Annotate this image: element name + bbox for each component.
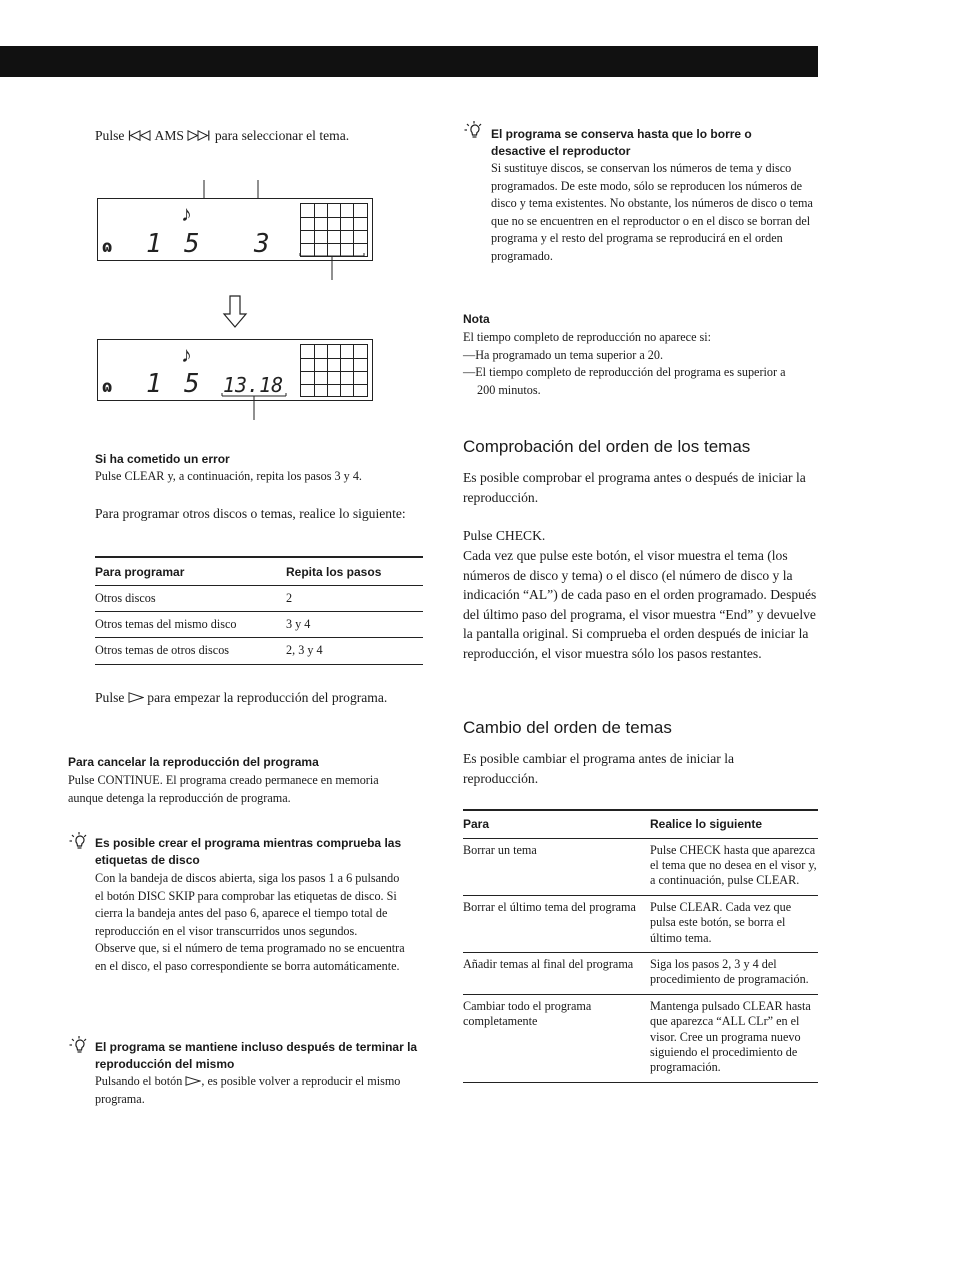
note-heading: Nota xyxy=(463,312,490,326)
table-row: Borrar el último tema del programa Pulse CLEAR. Cada vez que pulsa este botón, se borra el último tema. xyxy=(463,895,818,952)
table-row: Añadir temas al final del programa Siga los pasos 2, 3 y 4 del procedimiento de programación. xyxy=(463,952,818,994)
note-body: El tiempo completo de reproducción no aparece si: —Ha programado un tema superior a 20. —El tiempo completo de reproducción del programa es superior a 200 minutos. xyxy=(463,329,803,399)
table-row: Otros discos 2 xyxy=(95,585,423,611)
tip2-text: Pulsando el botón , es posible volver a reproducir el mismo programa. xyxy=(95,1074,401,1106)
music-calendar-grid xyxy=(300,203,368,257)
grid-callout xyxy=(296,252,376,282)
change-order-table xyxy=(463,809,818,1083)
down-arrow-icon xyxy=(222,295,248,329)
table-header: Para xyxy=(463,817,490,831)
disc-icon: ɷ xyxy=(102,377,112,397)
tip3-heading: El programa se conserva hasta que lo borre o desactive el reproductor xyxy=(491,127,752,158)
lightbulb-tip-icon xyxy=(464,121,484,141)
music-note-icon: ♪ xyxy=(181,201,192,226)
ams-next-icon xyxy=(187,130,211,141)
ams-prev-icon xyxy=(128,130,152,141)
table-header: Repita los pasos xyxy=(286,565,382,579)
total-time-readout: 13.18 xyxy=(223,373,284,397)
cancel-text: Pulse CONTINUE. El programa creado permanece en memoria aunque detenga la reproducción de programa. xyxy=(68,773,379,805)
disc-number-digit: 5 xyxy=(184,229,200,259)
header-bar xyxy=(0,46,818,77)
section1-body: Cada vez que pulse este botón, el visor muestra el tema (los números de disco y tema) o el disco (el número de disco y la indicación “AL”) de cada paso en el orden programado. Después del último paso del programa, el visor muestra “End” y devuelve la pantalla original. Si comprueba el orden después de iniciar la reproducción, el visor muestra sólo los pasos restantes. xyxy=(463,548,817,661)
other-intro: Para programar otros discos o temas, realice lo siguiente: xyxy=(95,506,406,521)
play-icon xyxy=(128,692,144,703)
tip3-text: Si sustituye discos, se conservan los números de tema y disco programados. De este modo, sólo se reproducen los números de disco y tema existentes. No obstante, los números de disco o tema que no se encuentren en el reproductor o en el disco se borran del programa y el resto del programa se reproducirá en el orden programado. xyxy=(491,161,813,263)
section2-intro: Es posible cambiar el programa antes de iniciar la reproducción. xyxy=(463,751,735,786)
lightbulb-tip-icon xyxy=(69,1036,89,1056)
step-pulse-ams: Pulse AMS para seleccionar el tema. xyxy=(95,128,350,143)
disc-number-digit: 1 xyxy=(146,369,162,399)
track-number-digit: 3 xyxy=(254,229,270,259)
disc-number-digit: 1 xyxy=(146,229,162,259)
table-row: Otros temas de otros discos 2, 3 y 4 xyxy=(95,637,423,664)
disc-number-digit: 5 xyxy=(184,369,200,399)
section1-intro: Es posible comprobar el programa antes o después de iniciar la reproducción. xyxy=(463,470,806,505)
play-icon xyxy=(185,1076,201,1086)
table-row: Cambiar todo el programa completamente Mantenga pulsado CLEAR hasta que aparezca “ALL CLr” en el visor. Cree un programa nuevo siguiendo el procedimiento de programación. xyxy=(463,994,818,1082)
cancel-heading: Para cancelar la reproducción del programa xyxy=(68,755,319,769)
music-calendar-grid xyxy=(300,344,368,397)
time-callout xyxy=(220,392,290,422)
error-text: Pulse CLEAR y, a continuación, repita los pasos 3 y 4. xyxy=(95,469,362,483)
list-item: —El tiempo completo de reproducción del programa es superior a 200 minutos. xyxy=(463,365,786,397)
list-item: —Ha programado un tema superior a 20. xyxy=(463,347,664,362)
tip1-text: Con la bandeja de discos abierta, siga los pasos 1 a 6 pulsando el botón DISC SKIP para comprobar las etiquetas de disco. Si cierra la bandeja antes del paso 6, aparece el tiempo total de reproducción en el visor transcurridos unos segundos. Observe que, si el número de tema programado no se encuentra en el disco, el paso correspondiente se borra automáticamente. xyxy=(95,871,405,973)
error-heading: Si ha cometido un error xyxy=(95,452,230,466)
disc-icon: ɷ xyxy=(102,237,112,257)
table-header: Realice lo siguiente xyxy=(650,817,763,831)
repeat-steps-table xyxy=(95,556,423,665)
table-row: Borrar un tema Pulse CHECK hasta que aparezca el tema que no desea en el visor y, a continuación, pulse CLEAR. xyxy=(463,838,818,895)
table-row: Otros temas del mismo disco 3 y 4 xyxy=(95,611,423,637)
section-title: Cambio del orden de temas xyxy=(463,718,672,737)
lightbulb-tip-icon xyxy=(69,832,89,852)
tip1-heading: Es posible crear el programa mientras comprueba las etiquetas de disco xyxy=(95,836,402,867)
tip2-heading: El programa se mantiene incluso después de terminar la reproducción del mismo xyxy=(95,1040,418,1071)
music-note-icon: ♪ xyxy=(181,342,192,367)
table-header: Para programar xyxy=(95,565,185,579)
section1-step: Pulse CHECK. xyxy=(463,528,546,543)
section-title: Comprobación del orden de los temas xyxy=(463,437,751,456)
step-pulse-play: Pulse para empezar la reproducción del programa. xyxy=(95,690,388,705)
